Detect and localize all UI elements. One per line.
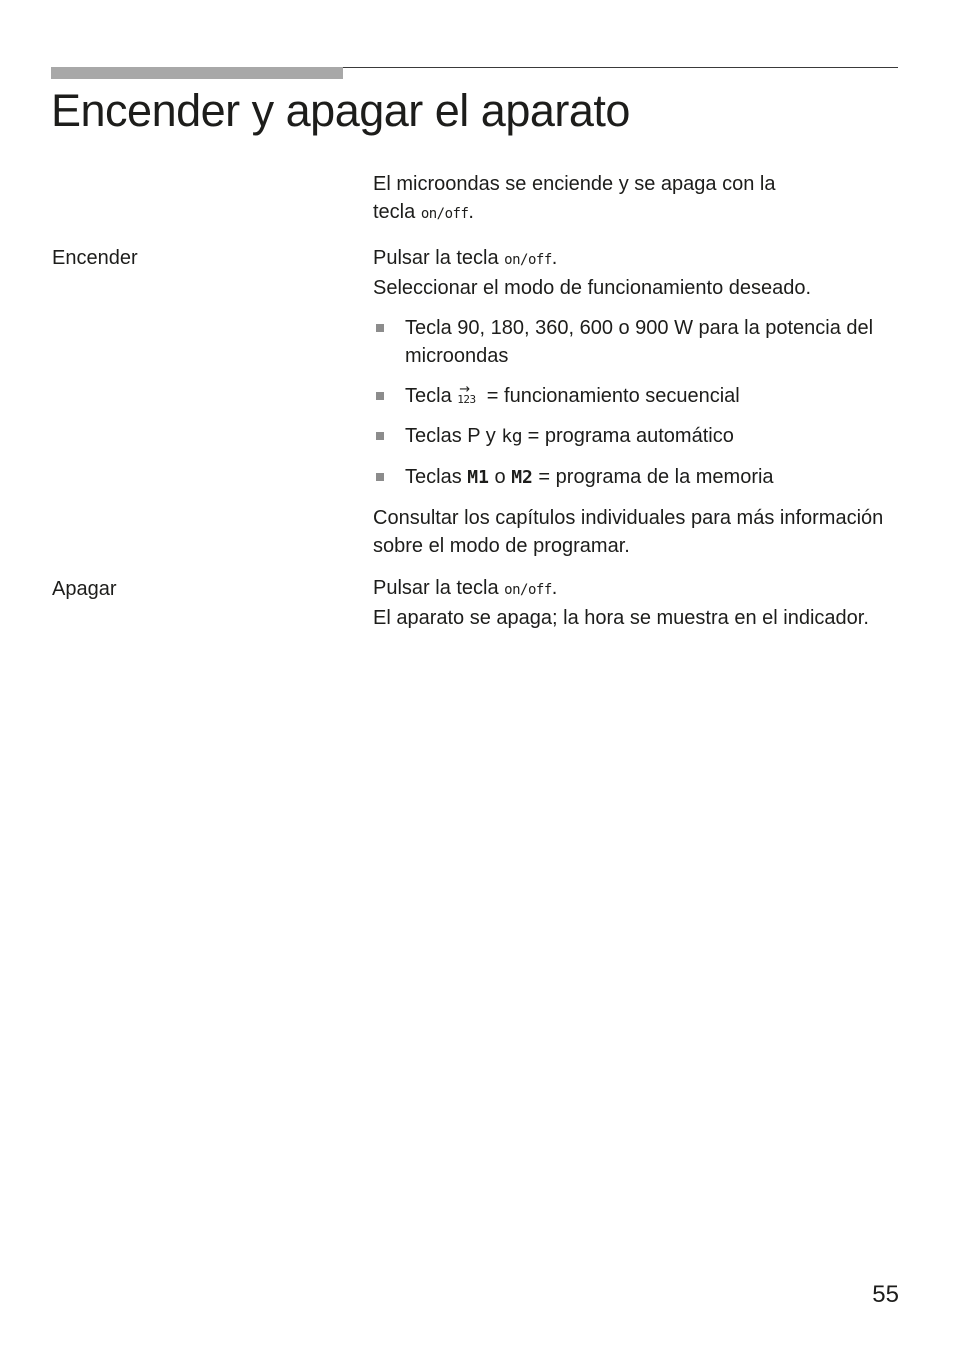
intro-line: El microondas se enciende y se apaga con la [373, 173, 776, 195]
list-item-text: Tecla 90, 180, 360, 600 o 900 W para la potencia del microondas [405, 317, 874, 367]
list-item [373, 422, 898, 451]
arrow-icon: → [459, 382, 471, 397]
encender-section [373, 244, 898, 560]
intro-text [373, 170, 898, 228]
list-item [373, 382, 898, 410]
on-off-key-label: on/off [504, 252, 552, 268]
page-title: Encender y apagar el aparato [51, 85, 630, 136]
on-off-key-label: on/off [504, 582, 552, 598]
press-label: Pulsar la tecla [373, 247, 505, 269]
on-off-key-label: on/off [420, 206, 469, 222]
section-heading-apagar: Apagar [52, 578, 117, 600]
sequence-key-icon [457, 382, 481, 406]
list-item-text: Teclas [405, 425, 468, 447]
m2-key-label: M2 [511, 467, 533, 488]
m1-key-label: M1 [467, 467, 489, 488]
list-item-text: Tecla [405, 385, 458, 407]
kg-key-label: kg [501, 426, 523, 447]
header-accent-bar [51, 67, 343, 79]
press-period: . [551, 247, 558, 269]
apagar-press-text [373, 574, 898, 604]
list-item-text: o [488, 466, 512, 488]
consult-text: Consultar los capítulos individuales para más información sobre el modo de programar. [373, 507, 884, 557]
press-label: Pulsar la tecla [373, 577, 505, 599]
encender-press-text [373, 244, 898, 302]
intro-section [373, 170, 898, 228]
section-heading-encender: Encender [52, 247, 138, 269]
apagar-result-text: El aparato se apaga; la hora se muestra en el indicador. [373, 607, 869, 629]
list-item-text: = funcionamiento secuencial [481, 385, 740, 407]
list-item [373, 463, 898, 492]
list-item-text: = programa automático [522, 425, 734, 447]
page-number: 55 [872, 1281, 899, 1308]
list-item-text: y [480, 425, 502, 447]
mode-list [373, 314, 898, 492]
press-period: . [551, 577, 558, 599]
list-item-text: Teclas [405, 466, 468, 488]
sequence-digits: 123 [457, 393, 476, 406]
apagar-section [373, 574, 898, 632]
list-item [373, 314, 898, 370]
intro-period: . [468, 201, 474, 223]
list-item-text: = programa de la memoria [532, 466, 774, 488]
p-key-label: P [467, 425, 481, 447]
select-mode-text: Seleccionar el modo de funcionamiento deseado. [373, 277, 812, 299]
intro-line: tecla [373, 201, 421, 223]
